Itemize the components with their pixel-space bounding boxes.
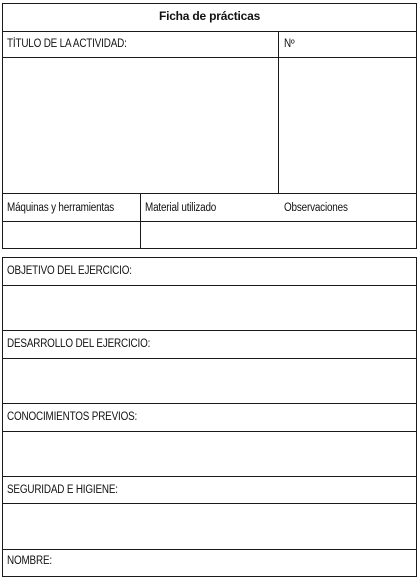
development-field[interactable]: [3, 359, 416, 403]
name-field[interactable]: [63, 550, 416, 576]
objective-label: OBJETIVO DEL EJERCICIO:: [7, 265, 132, 277]
observations-column-header: Observaciones: [284, 202, 348, 214]
material-field[interactable]: [141, 222, 278, 248]
divider: [3, 330, 416, 331]
safety-field[interactable]: [3, 504, 416, 549]
objective-field[interactable]: [3, 286, 416, 330]
divider: [3, 193, 416, 194]
activity-title-field[interactable]: [3, 58, 278, 193]
development-label: DESARROLLO DEL EJERCICIO:: [7, 338, 151, 350]
observations-field[interactable]: [279, 222, 416, 248]
number-field[interactable]: [279, 58, 416, 193]
material-column-header: Material utilizado: [145, 202, 217, 214]
prior-knowledge-field[interactable]: [3, 432, 416, 476]
divider: [3, 403, 416, 404]
tools-column-header: Máquinas y herramientas: [7, 202, 115, 214]
divider: [3, 476, 416, 477]
practice-sheet-top-form: [2, 3, 417, 249]
tools-field[interactable]: [3, 222, 140, 248]
number-label: Nº: [284, 38, 295, 50]
activity-title-label: TÍTULO DE LA ACTIVIDAD:: [7, 38, 127, 50]
name-label: NOMBRE:: [7, 555, 52, 567]
form-title: Ficha de prácticas: [158, 9, 261, 23]
practice-sheet-bottom-form: [2, 257, 417, 577]
safety-label: SEGURIDAD E HIGIENE:: [7, 484, 118, 496]
divider: [3, 31, 416, 32]
prior-knowledge-label: CONOCIMIENTOS PREVIOS:: [7, 411, 138, 423]
